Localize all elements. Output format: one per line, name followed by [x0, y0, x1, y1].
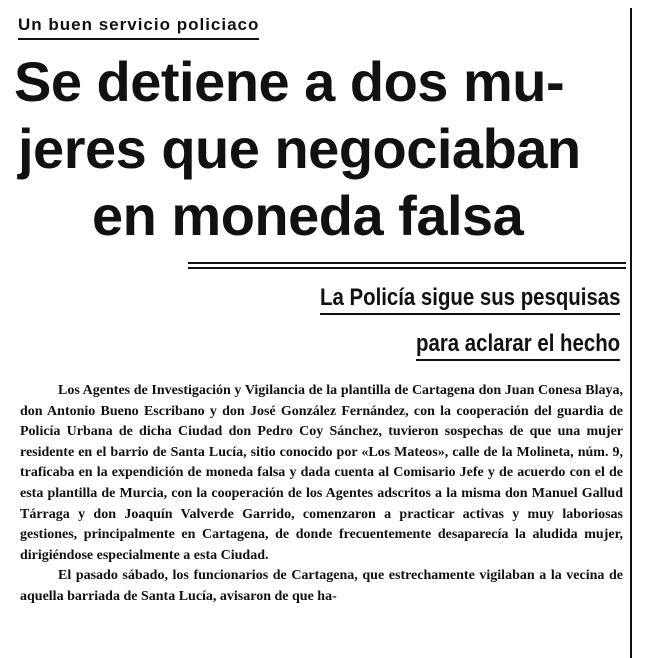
double-rule-top	[188, 262, 626, 264]
headline-line-3: en moneda falsa	[92, 184, 524, 247]
paragraph: Los Agentes de Investigación y Vigilancia de la plantilla de Cartagena don Juan Conesa Blaya, don Antonio Bueno Escribano y don José González Fernández, con la cooperación del guardia de Policía Urbana de dicha Ciudad don Pedro Coy Sánchez, tuvieron sospechas de que una mujer residente en el barrio de Santa Lucía, sitio conocido por «Los Mateos», calle de la Molineta, núm. 9, traficaba en la expendición de moneda falsa y dada cuenta al Comisario Jefe y de acuerdo con el de esta plantilla de Murcia, con la cooperación de los Agentes adscritos a la misma don Manuel Gallud Tárraga y don Joaquín Valverde Garrido, comenzaron a practicar activas y muy laboriosas gestiones, principalmente en Cartagena, de donde frecuentemente desaparecía la aludida mujer, dirigiéndose especialmente a esta Ciudad.	[20, 383, 623, 563]
headline-line-2: jeres que negociaban	[18, 117, 581, 180]
subhead-line-2: para aclarar el hecho	[416, 330, 620, 361]
article-body	[20, 381, 623, 608]
headline-line-1: Se detiene a dos mu-	[14, 50, 565, 113]
double-rule-bottom	[188, 267, 626, 269]
kicker-heading: Un buen servicio policiaco	[18, 15, 259, 40]
subhead-line-1: La Policía sigue sus pesquisas	[320, 284, 620, 315]
column-rule	[630, 8, 632, 658]
headline	[14, 48, 624, 249]
paragraph: El pasado sábado, los funcionarios de Cartagena, que estrechamente vigilaban a la vecina de aquella barriada de Santa Lucía, avisaron de que ha-	[20, 568, 623, 604]
